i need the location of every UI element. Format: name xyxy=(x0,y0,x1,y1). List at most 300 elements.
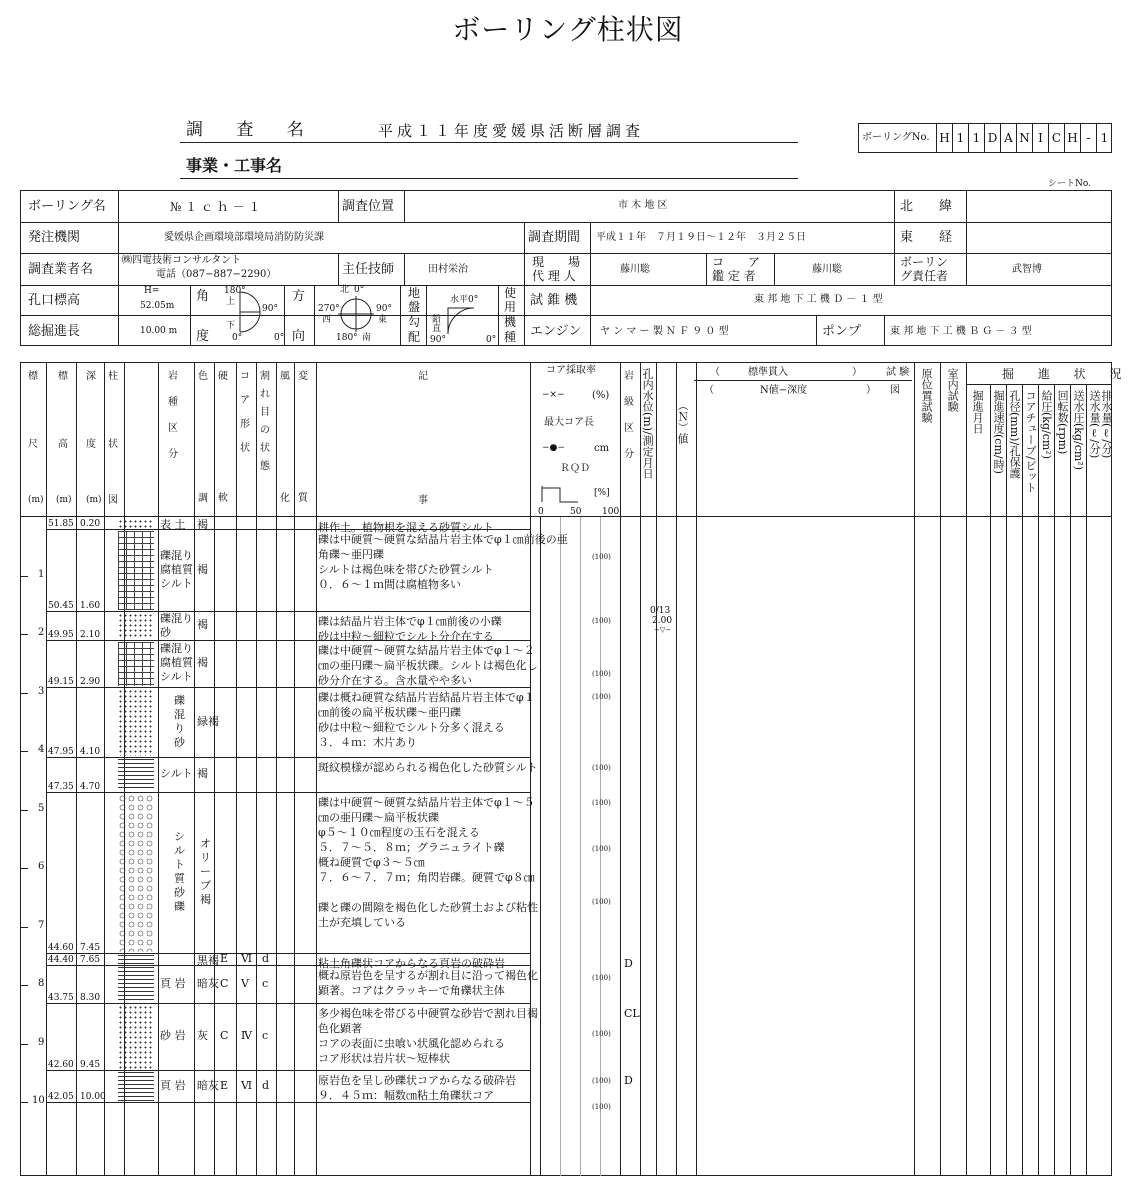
layer-grade: D xyxy=(624,1073,633,1087)
boring-name-label: ボーリング名 xyxy=(28,199,106,214)
header-progress-col: 掘進月日 xyxy=(971,390,985,434)
survey-name-label: 調 査 名 xyxy=(186,120,318,140)
core-grid-line xyxy=(560,517,561,1176)
col-line xyxy=(1070,384,1071,1176)
scale-tick xyxy=(20,1102,28,1103)
client-label: 発注機関 xyxy=(28,230,81,245)
col-line xyxy=(966,362,967,1176)
core-mark: (100) xyxy=(592,798,611,807)
core-mark: (100) xyxy=(592,669,611,678)
boring-no-char: 1 xyxy=(1096,123,1112,153)
core-recovery-label: コア採取率 xyxy=(546,365,596,376)
header-progress-col: 孔径(mm)/孔保護 xyxy=(1008,390,1022,479)
layer-color: ー xyxy=(200,865,211,879)
scale-label: 10 xyxy=(32,1095,45,1106)
layer-core-form: Ⅵ xyxy=(241,951,253,965)
total-length-label: 総掘進長 xyxy=(28,324,81,339)
progress-title: 掘 進 状 況 xyxy=(1002,367,1132,381)
layer-description: 砂は中粒～細粒でシルト分多く混える xyxy=(318,720,505,734)
header-elevation: 標 xyxy=(58,371,68,382)
column-pattern xyxy=(118,967,154,1002)
layer-boundary xyxy=(46,792,530,793)
layer-elevation: 49.15 xyxy=(48,676,74,687)
header-rock: 分 xyxy=(168,449,178,460)
layer-description: ７．６～７．７ｍ；角閃岩礫。硬質でφ８㎝ xyxy=(318,870,535,884)
layer-rock-type: 礫混り xyxy=(160,548,193,562)
layer-color: ブ xyxy=(200,879,211,893)
engineer-label: 主任技師 xyxy=(342,262,395,277)
core-mark: (100) xyxy=(592,845,611,854)
col-line xyxy=(256,362,257,1176)
angle-180: 180° xyxy=(224,286,246,296)
core-max-label: 最大コア長 xyxy=(544,417,594,428)
header-weathering: 化 xyxy=(280,493,290,504)
boring-no-char: D xyxy=(984,123,1000,153)
header-progress-col: 送水量(ℓ/分) xyxy=(1088,390,1102,459)
header-grade: 区 xyxy=(624,423,634,434)
boring-no-chars xyxy=(936,123,1112,153)
layer-description: 礫は中硬質～硬質な結晶片岩主体でφ１㎝前後の亜 xyxy=(318,532,568,546)
layer-fracture: c xyxy=(262,976,269,990)
layer-description: ９．４５ｍ：幅数㎝粘土角礫状コア xyxy=(318,1088,494,1102)
col-line xyxy=(46,362,47,1176)
layer-depth: 2.10 xyxy=(80,629,101,640)
layer-elevation: 42.05 xyxy=(48,1092,74,1102)
col-line xyxy=(76,362,77,1176)
layer-hardness: C xyxy=(220,1029,229,1043)
engineer-value: 田村栄治 xyxy=(428,264,468,275)
column-pattern xyxy=(118,794,154,952)
layer-description: 色化顕著 xyxy=(318,1021,362,1035)
core-grid-line xyxy=(580,517,581,1176)
pump-label: ポンプ xyxy=(822,324,862,339)
col-line xyxy=(696,362,697,1176)
water-level-mark: −▽− xyxy=(654,625,672,634)
angle-0a: 0° xyxy=(232,333,243,343)
core-label-2: 鑑 定 者 xyxy=(712,269,756,283)
col-line xyxy=(1054,384,1055,1176)
scale-label: 2 xyxy=(38,627,45,638)
header-insitu: 原位置試験 xyxy=(920,368,934,423)
layer-boundary xyxy=(46,953,530,954)
header-grade: 岩 xyxy=(624,371,634,382)
header-hardness: 軟 xyxy=(218,493,228,504)
layer-description: 概ね原岩色を呈するが割れ目に沿って褐色化 xyxy=(318,968,538,982)
layer-rock-type: 混 xyxy=(174,707,185,721)
scale-label: 3 xyxy=(38,685,45,697)
survey-underline xyxy=(180,142,798,143)
scale-label: 9 xyxy=(38,1036,45,1048)
core-mark: (100) xyxy=(592,898,611,907)
layer-hardness: E xyxy=(220,951,229,965)
spt-title: 標準貫入 xyxy=(748,367,788,378)
layer-rock-type: シ xyxy=(174,830,185,844)
layer-description: 顕著。コアはクラッキーで角礫状主体 xyxy=(318,983,505,997)
core-mark: (100) xyxy=(592,1102,611,1111)
header-alteration: 質 xyxy=(298,493,308,504)
period-value: 平成１１年 ７月１９日～１２年 ３月２５日 xyxy=(596,232,806,243)
core-recovery-unit: (%) xyxy=(592,390,610,401)
layer-rock-type: 腐植質 xyxy=(160,562,193,576)
machine-label-1: 使 xyxy=(504,286,517,300)
scale-tick xyxy=(20,634,28,635)
col-line xyxy=(276,362,277,1176)
scale-label: 6 xyxy=(38,861,45,872)
machine-label-4: 種 xyxy=(504,330,517,344)
col-line xyxy=(940,362,941,1176)
scale-tick xyxy=(20,1044,28,1045)
col-line xyxy=(158,362,159,1176)
dir-0: 0° xyxy=(354,285,365,295)
header-rock: 岩 xyxy=(168,371,178,382)
site-agent-label-2: 代 理 人 xyxy=(532,269,576,283)
scale-tick xyxy=(20,985,28,986)
slope-v: 鉛直 xyxy=(430,314,440,332)
angle-label-1: 角 xyxy=(196,289,210,304)
layer-color: リ xyxy=(200,851,211,865)
scale-tick xyxy=(20,693,28,694)
layer-rock-type: シルト xyxy=(160,670,193,684)
layer-grade: CL xyxy=(624,1006,640,1020)
header-water-level: 孔内水位(m)/測定月日 xyxy=(641,368,655,479)
angle-90: 90° xyxy=(262,304,278,314)
header-coreform: 状 xyxy=(240,443,250,454)
layer-rock-type: り xyxy=(174,721,185,735)
core-max-unit: cm xyxy=(594,443,610,454)
dir-west: 西 xyxy=(322,315,332,325)
boring-no-char: A xyxy=(1000,123,1016,153)
col-line xyxy=(540,517,541,1176)
drill-label: 試 錐 機 xyxy=(530,293,578,308)
sheet-no-label: シートNo. xyxy=(1048,179,1091,189)
layer-description: 粘土角礫状コアからなる頁岩の破砕岩 xyxy=(318,956,505,970)
header-progress-col: コアチューブ/ビット xyxy=(1024,390,1038,493)
col-line xyxy=(194,362,195,1176)
layer-description: 斑紋模様が認められる褐色化した砂質シルト xyxy=(318,760,538,774)
header-grade: 分 xyxy=(624,449,634,460)
scale-tick xyxy=(20,751,28,752)
boring-no-char: 1 xyxy=(968,123,984,153)
slope-label-4: 配 xyxy=(408,330,421,344)
slope-label-2: 盤 xyxy=(408,300,421,314)
col-line xyxy=(1038,384,1039,1176)
header-coreform: 形 xyxy=(240,419,250,430)
header-scale: 標 xyxy=(28,371,38,382)
core-mark: (100) xyxy=(592,1029,611,1038)
layer-description: ０．６～１ｍ間は腐植物多い xyxy=(318,577,461,591)
boring-no-char: H xyxy=(1064,123,1080,153)
header-fracture: の xyxy=(260,425,270,436)
core-mark: (100) xyxy=(592,763,611,772)
boring-resp-label-1: ボーリン xyxy=(900,255,949,269)
dir-east: 東 xyxy=(378,315,388,325)
layer-depth: 7.65 xyxy=(80,954,101,965)
header-progress-col: 掘進速度(cm/時) xyxy=(992,390,1006,474)
layer-rock-type: 表 土 xyxy=(160,518,186,531)
layer-depth: 4.10 xyxy=(80,746,101,757)
header-n-value: （Ｎ）値 xyxy=(676,400,690,444)
slope-0: 0° xyxy=(486,335,497,345)
layer-rock-type: シルト xyxy=(160,767,193,781)
tick-100: 100 xyxy=(602,507,620,517)
col-line xyxy=(914,362,915,1176)
column-pattern xyxy=(118,689,154,756)
layer-description: 礫は中硬質～硬質な結晶片岩主体でφ１～２ xyxy=(318,643,535,657)
water-level-sub: 2.00 xyxy=(652,615,673,626)
dir-south: 南 xyxy=(362,333,372,343)
col-line xyxy=(214,362,215,1176)
boring-no-char: N xyxy=(1016,123,1032,153)
longitude-label: 東 経 xyxy=(900,230,953,245)
location-value: 市 木 地 区 xyxy=(618,200,668,211)
spt-test: 試 験 xyxy=(886,367,910,378)
rqd-label: ＲＱＤ xyxy=(560,463,590,474)
layer-color: 黒褐 xyxy=(197,953,219,967)
layer-rock-type: ル xyxy=(174,844,185,858)
latitude-label: 北 緯 xyxy=(900,199,953,214)
layer-rock-type: 砂 岩 xyxy=(160,1029,186,1043)
angle-0b: 0° xyxy=(274,333,285,343)
tick-50: 50 xyxy=(570,507,582,517)
layer-description: シルトは褐色味を帯びた砂質シルト xyxy=(318,562,494,576)
layer-description: ５．７～５．８ｍ；グラニュライト礫 xyxy=(318,840,505,854)
header-progress-col: 排水量(ℓ/分) xyxy=(1100,390,1114,459)
layer-hardness: E xyxy=(220,1078,229,1092)
header-coreform: コ xyxy=(240,371,250,382)
scale-label: 5 xyxy=(38,802,45,814)
layer-description: 砂は中粒～細粒でシルト分介在する xyxy=(318,629,494,643)
column-pattern xyxy=(118,759,154,791)
header-desc-top: 記 xyxy=(418,371,428,382)
layer-fracture: c xyxy=(262,1029,269,1043)
col-line xyxy=(104,362,105,1176)
scale-label: 7 xyxy=(38,919,45,931)
layer-depth: 9.45 xyxy=(80,1059,101,1070)
elevation-value: 52.05m xyxy=(140,301,175,311)
layer-fracture: d xyxy=(262,951,270,965)
layer-description: 礫は中硬質～硬質な結晶片岩主体でφ１～５ xyxy=(318,795,535,809)
layer-description: ㎝の亜円礫～扁平板状礫 xyxy=(318,810,439,824)
layer-color: 褐 xyxy=(197,562,208,576)
col-line xyxy=(1006,384,1007,1176)
boring-no-char: H xyxy=(936,123,952,153)
contractor-label: 調査業者名 xyxy=(28,262,94,277)
layer-fracture: d xyxy=(262,1078,270,1092)
layer-description: 礫と礫の間隙を褐色化した砂質土および粘性 xyxy=(318,900,538,914)
layer-description: ３．４ｍ：木片あり xyxy=(318,735,417,749)
column-pattern xyxy=(118,531,154,610)
header-coreform: ア xyxy=(240,395,250,406)
layer-elevation: 47.95 xyxy=(48,746,74,757)
header-desc-bot: 事 xyxy=(418,495,428,506)
contractor-tel: 電話（087−887−2290） xyxy=(156,269,277,280)
col-line xyxy=(656,362,657,1176)
layer-color: オ xyxy=(200,837,211,851)
header-depth: 深 xyxy=(86,371,96,382)
header-color: 調 xyxy=(198,493,208,504)
layer-hardness: C xyxy=(220,976,229,990)
layer-description: ㎝の亜円礫～扁平板状礫。シルトは褐色化し xyxy=(318,658,538,672)
layer-elevation: 51.85 xyxy=(48,518,74,529)
scale-tick xyxy=(20,927,28,928)
core-value: 藤川聡 xyxy=(812,264,842,275)
engine-value: ヤ ン マ ー 製 Ｎ Ｆ ９ ０ 型 xyxy=(600,326,729,337)
header-elevation: 高 xyxy=(58,439,68,450)
column-pattern xyxy=(118,1072,154,1101)
machine-label-2: 用 xyxy=(504,300,517,314)
layer-depth: 2.90 xyxy=(80,676,101,687)
layer-elevation: 44.60 xyxy=(48,942,74,953)
header-column: 柱 xyxy=(108,371,118,382)
layer-description: 土が充填している xyxy=(318,915,406,929)
total-length-value: 10.00 m xyxy=(140,326,178,336)
layer-description: 礫は結晶片岩主体でφ１㎝前後の小礫 xyxy=(318,614,502,628)
layer-color: 褐 xyxy=(197,618,208,632)
layer-description: 礫は概ね硬質な結晶片岩結晶片岩主体でφ１ xyxy=(318,690,535,704)
layer-depth: 7.45 xyxy=(80,942,101,953)
slope-90: 90° xyxy=(430,335,446,345)
dir-north: 北 xyxy=(340,285,350,295)
header-fracture: 態 xyxy=(260,461,270,472)
layer-description: 原岩色を呈し砂礫状コアからなる破砕岩 xyxy=(318,1073,516,1087)
unit-m: (m) xyxy=(28,495,44,505)
slope-h: 水平0° xyxy=(450,295,479,305)
column-pattern xyxy=(118,955,154,964)
layer-description: 多少褐色味を帯びる中硬質な砂岩で割れ目褐 xyxy=(318,1006,538,1020)
scale-tick xyxy=(20,868,28,869)
layer-depth: 1.60 xyxy=(80,600,101,611)
col-line xyxy=(316,362,317,1176)
layer-description: 角礫～亜円礫 xyxy=(318,547,384,561)
col-line xyxy=(236,362,237,1176)
site-agent-label-1: 現 場 xyxy=(532,255,581,269)
layer-core-form: Ⅵ xyxy=(241,1078,253,1092)
col-line xyxy=(1086,384,1087,1176)
core-mark: (100) xyxy=(592,1076,611,1085)
scale-label: 1 xyxy=(38,568,45,580)
header-fracture: れ xyxy=(260,389,270,400)
boring-resp-value: 武智博 xyxy=(1012,264,1042,275)
header-grade: 級 xyxy=(624,397,634,408)
layer-description: 耕作土。植物根を混える砂質シルト xyxy=(318,521,494,534)
scale-label: 4 xyxy=(38,744,45,755)
core-mark: (100) xyxy=(592,974,611,983)
dir-180: 180° xyxy=(336,333,358,343)
layer-rock-type: 砂 xyxy=(174,735,185,749)
layer-color: 暗灰 xyxy=(197,976,219,990)
layer-rock-type: 頁 岩 xyxy=(160,1078,186,1092)
layer-rock-type: 腐植質 xyxy=(160,656,193,670)
layer-description: 概ね硬質でφ３～５㎝ xyxy=(318,855,425,869)
layer-grade: D xyxy=(624,956,633,970)
layer-elevation: 44.40 xyxy=(48,954,74,965)
layer-depth: 4.70 xyxy=(80,781,101,792)
layer-boundary xyxy=(46,611,530,612)
layer-core-form: Ⅴ xyxy=(241,976,249,990)
survey-name-value: 平成１１年度愛媛県活断層調査 xyxy=(378,122,645,140)
boring-no-char: - xyxy=(1080,123,1096,153)
layer-rock-type: 頁 岩 xyxy=(160,976,186,990)
angle-label-2: 度 xyxy=(196,329,210,344)
header-rock: 区 xyxy=(168,423,178,434)
direction-label-1: 方 xyxy=(292,289,306,304)
layer-description: ㎝前後の扁平板状礫～亜円礫 xyxy=(318,705,461,719)
scale-label: 8 xyxy=(38,978,45,989)
layer-rock-type: 礫混り xyxy=(160,611,193,625)
boring-no-char: C xyxy=(1048,123,1064,153)
angle-up: 上 xyxy=(226,297,236,307)
core-mark: (100) xyxy=(592,552,611,561)
layer-depth: 8.30 xyxy=(80,992,101,1003)
scale-tick xyxy=(20,810,28,811)
machine-label-3: 機 xyxy=(504,315,517,329)
header-lab: 室内試験 xyxy=(946,368,960,412)
core-label-1: コ ア xyxy=(712,255,761,269)
column-pattern xyxy=(118,642,154,686)
header-progress-col: 回転数(rpm) xyxy=(1056,390,1070,455)
header-fracture: 目 xyxy=(260,407,270,418)
layer-color: 褐 xyxy=(197,767,208,781)
column-pattern xyxy=(118,613,154,639)
rqd-symbol xyxy=(540,484,580,504)
header-hardness: 硬 xyxy=(218,371,228,382)
header-weathering: 風 xyxy=(280,371,290,382)
page-title: ボーリング柱状図 xyxy=(452,13,684,46)
rqd-unit: [%] xyxy=(594,488,610,498)
angle-down: 下 xyxy=(226,321,236,331)
layer-boundary xyxy=(46,1070,530,1071)
layer-rock-type: 質 xyxy=(174,872,185,886)
slope-label-3: 勾 xyxy=(408,315,421,329)
layer-elevation: 49.95 xyxy=(48,629,74,640)
contractor-value: ㈱四電技術コンサルタント xyxy=(122,255,242,266)
spt-fig: 図 xyxy=(890,385,900,396)
layer-rock-type: 礫 xyxy=(174,693,185,707)
dir-270: 270° xyxy=(318,304,340,314)
compass-diagram xyxy=(338,296,374,332)
col-line xyxy=(294,362,295,1176)
layer-color: 褐 xyxy=(197,656,208,670)
tick-0: 0 xyxy=(538,507,544,517)
layer-description: コア形状は岩片状～短棒状 xyxy=(318,1051,450,1065)
col-line xyxy=(620,362,621,1176)
core-mark: (100) xyxy=(592,617,611,626)
scale-tick xyxy=(20,576,28,577)
boring-no-char: I xyxy=(1032,123,1048,153)
angle-diagram xyxy=(236,290,266,334)
header-alteration: 変 xyxy=(298,371,308,382)
layer-rock-type: シルト xyxy=(160,576,193,590)
header-rock: 種 xyxy=(168,397,178,408)
boring-name-value: № １ ｃ ｈ － １ xyxy=(170,200,261,214)
drill-value: 東 邦 地 下 工 機 Ｄ － １ 型 xyxy=(754,294,883,305)
header-progress-col: 給圧(kg/cm²) xyxy=(1040,390,1054,459)
unit-col: 図 xyxy=(108,495,118,506)
header-column: 状 xyxy=(108,439,118,450)
unit-m: (m) xyxy=(86,495,102,505)
pump-value: 東 邦 地 下 工 機 Ｂ Ｇ － ３ 型 xyxy=(890,326,1032,337)
boring-resp-label-2: グ責任者 xyxy=(900,269,949,283)
header-fracture: 割 xyxy=(260,371,270,382)
layer-elevation: 42.60 xyxy=(48,1059,74,1070)
layer-core-form: Ⅳ xyxy=(241,1029,252,1043)
header-progress-col: 送水圧(kg/cm²) xyxy=(1072,390,1086,470)
boring-no-label: ボーリングNo. xyxy=(862,132,930,143)
header-color: 色 xyxy=(198,371,208,382)
layer-rock-type: 砂 xyxy=(160,625,171,639)
layer-color: 暗灰 xyxy=(197,1078,219,1092)
slope-diagram xyxy=(446,306,476,336)
